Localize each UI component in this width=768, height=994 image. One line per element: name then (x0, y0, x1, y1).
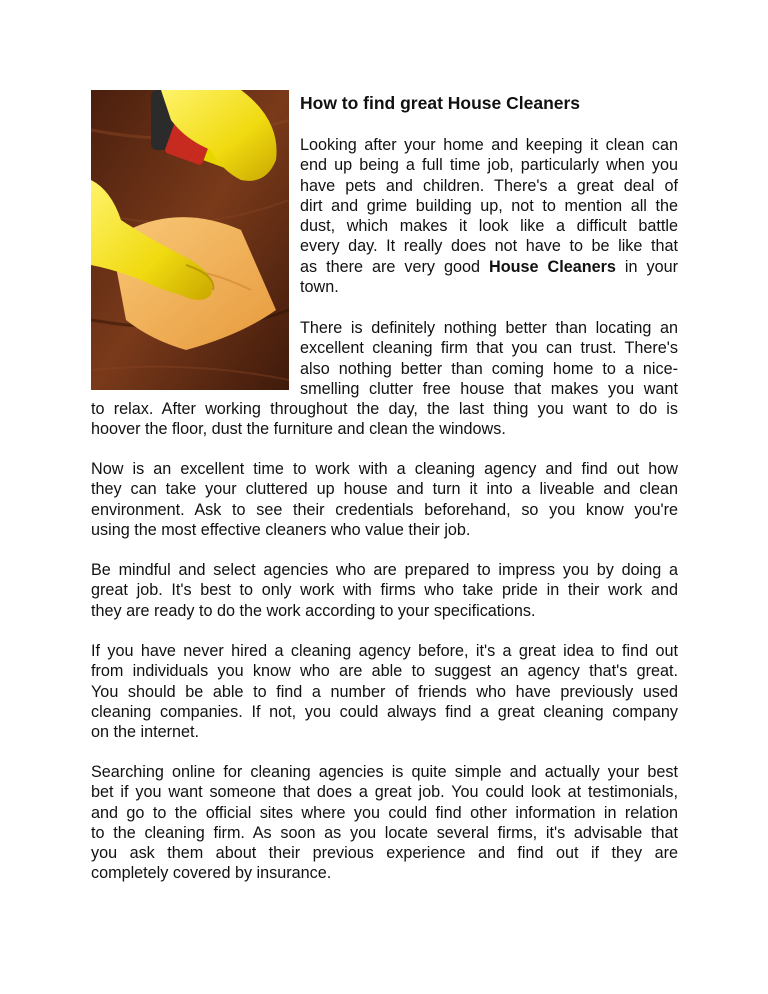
text-line: Looking after your home and keeping it clean can (300, 136, 678, 154)
text-line: You should be able to find a number of friends who have previously used (91, 682, 678, 701)
text-line: to the cleaning firm. As soon as you locate several firms, it's advisable that (91, 823, 678, 842)
text-line: dirt and grime building up, not to mention all the (300, 196, 678, 215)
paragraph-trust-continued (91, 399, 678, 440)
text-line: dust, which makes it look like a difficult battle (300, 217, 678, 236)
text-line: every day. It really does not have to be like that (300, 237, 678, 256)
text-line: on the internet. (91, 723, 199, 742)
cleaning-photo (91, 90, 289, 390)
text-line: town. (300, 278, 339, 297)
text-line: have pets and children. There's a great deal of (300, 176, 678, 195)
text-line: Be mindful and select agencies who are prepared to impress you by doing a (91, 561, 678, 579)
text-line: they can take your cluttered up house and turn it into a liveable and clean (91, 480, 678, 499)
text-line: completely covered by insurance. (91, 864, 332, 883)
paragraph-referrals (91, 641, 678, 742)
text-line: There is definitely nothing better than locating an (300, 319, 678, 337)
text-line: environment. Ask to see their credentials beforehand, so you know you're (91, 500, 678, 519)
paragraph-online-search (91, 762, 678, 884)
text-line: Now is an excellent time to work with a cleaning agency and find out how (91, 460, 678, 478)
text-line: to relax. After working throughout the day, the last thing you want to do is (91, 400, 678, 418)
text-line: from individuals you know who are able to suggest an agency that's great. (91, 662, 678, 681)
text-line: great job. It's best to only work with firms who take pride in their work and (91, 581, 678, 600)
text-line: Searching online for cleaning agencies is quite simple and actually your best (91, 763, 678, 781)
text-line: using the most effective cleaners who value their job. (91, 520, 471, 539)
text-line: end up being a full time job, particularly when you (300, 156, 678, 175)
bold-keyword: House Cleaners (489, 257, 616, 276)
text-line-with-bold (300, 257, 678, 277)
text-line: and go to the official sites where you could find other information in relation (91, 803, 678, 822)
paragraph-intro (300, 135, 678, 297)
text-line: they are ready to do the work according to your specifications. (91, 601, 536, 620)
paragraph-trust-wrapped (300, 318, 678, 399)
paragraph-agency (91, 459, 678, 540)
text-fragment: in your (615, 257, 679, 276)
text-line: bet if you want someone that does a great job. You could look at testimonials, (91, 783, 678, 802)
gloved-hands-cleaning-image (91, 90, 289, 390)
text-line: excellent cleaning firm that you can trust. There's (300, 339, 678, 358)
text-line: also nothing better than coming home to a nice- (300, 359, 678, 378)
text-line: If you have never hired a cleaning agency before, it's a great idea to find out (91, 642, 678, 660)
paragraph-mindful (91, 560, 678, 621)
text-line: hoover the floor, dust the furniture and clean the windows. (91, 420, 506, 439)
document-title: How to find great House Cleaners (300, 93, 581, 113)
text-line: cleaning companies. If not, you could always find a great cleaning company (91, 702, 678, 721)
text-line: smelling clutter free house that makes you want (300, 379, 678, 398)
text-fragment: as there are very good (300, 257, 490, 276)
text-line: you ask them about their previous experience and find out if they are (91, 844, 678, 863)
